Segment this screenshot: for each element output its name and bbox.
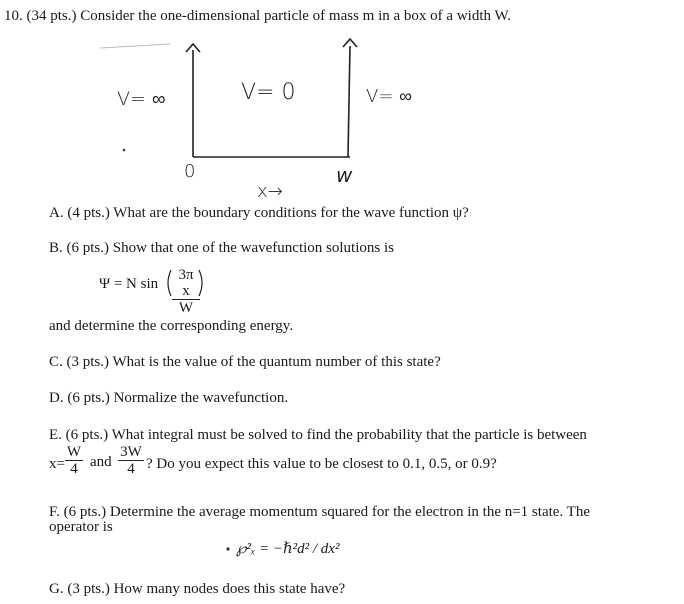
wavefunction-lhs: Ψ = N sin — [99, 276, 159, 292]
faint-stroke — [100, 44, 170, 48]
part-f-line1: F. (6 pts.) Determine the average momentum squared for the electron in the n=1 state. The — [49, 504, 590, 520]
left-paren — [168, 270, 171, 296]
fraction1-denominator: 4 — [70, 461, 78, 477]
fraction2-denominator: 4 — [127, 461, 135, 477]
momentum-operator: ℘²ₓ = −ℏ²d² / dx² — [236, 541, 340, 557]
part-b: B. (6 pts.) Show that one of the wavefunction solutions is — [49, 240, 394, 256]
part-d: D. (6 pts.) Normalize the wavefunction. — [49, 390, 289, 406]
part-f-line2: operator is — [49, 519, 113, 535]
fraction-w-over-4 — [65, 444, 83, 477]
part-e-prefix: x= — [49, 456, 65, 472]
wavefunction-fraction — [172, 267, 200, 316]
middle-potential-label: V= 0 — [241, 80, 296, 105]
right-wall — [348, 46, 350, 157]
part-g: G. (3 pts.) How many nodes does this state have? — [49, 581, 346, 597]
left-potential-label: V= ∞ — [117, 88, 166, 110]
origin-label: 0 — [184, 161, 196, 182]
part-c: C. (3 pts.) What is the value of the quantum number of this state? — [49, 354, 441, 370]
fraction1-numerator: W — [66, 444, 82, 460]
part-a: A. (4 pts.) What are the boundary conditions for the wave function ψ? — [49, 205, 469, 221]
width-label: w — [336, 163, 353, 187]
problem-header: 10. (34 pts.) Consider the one-dimensional particle of mass m in a box of a width W. — [4, 8, 511, 24]
part-e-line1: E. (6 pts.) What integral must be solved to find the probability that the particle is between — [49, 427, 587, 443]
fraction2-numerator: 3W — [118, 444, 144, 461]
part-b-followup: and determine the corresponding energy. — [49, 318, 294, 334]
x-axis-label: x→ — [257, 181, 283, 202]
right-potential-label: V= ∞ — [366, 86, 412, 107]
part-e-and: and — [90, 454, 112, 470]
part-e-suffix: ? Do you expect this value to be closest to 0.1, 0.5, or 0.9? — [146, 456, 497, 472]
bullet-dot — [226, 547, 229, 550]
wavefunction-numerator: 3π x — [172, 267, 200, 300]
fraction-3w-over-4 — [118, 444, 144, 477]
wavefunction-denominator: W — [178, 300, 194, 316]
stray-dot — [123, 149, 126, 152]
right-wall-arrow-icon — [343, 39, 357, 47]
